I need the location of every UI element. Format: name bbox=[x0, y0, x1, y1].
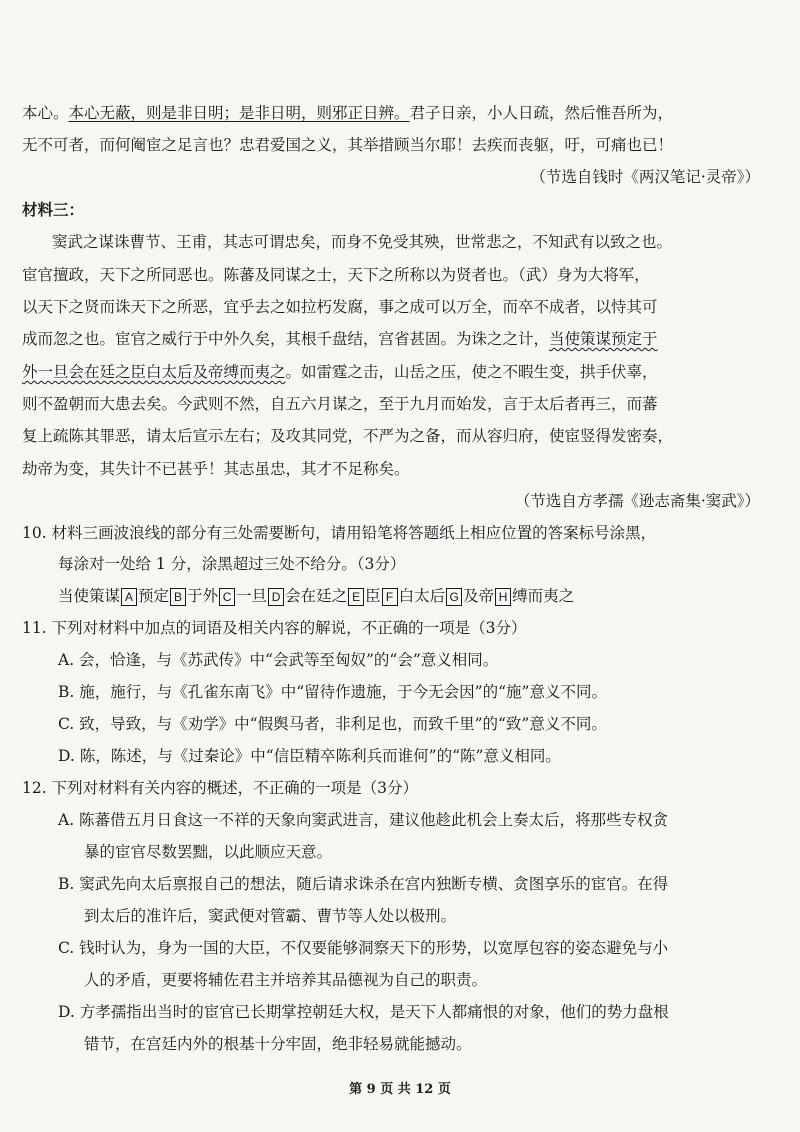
question-10-answer-row bbox=[58, 585, 758, 607]
passage2-text: 本心。 bbox=[22, 104, 69, 122]
passage3-line-1: 窦武之谋诛曹节、王甫，其志可谓忠矣，而身不免受其殃，世常悲之，不知武有以致之也。 bbox=[52, 233, 673, 251]
passage2-line-1 bbox=[22, 102, 782, 124]
answer-box-a[interactable]: A bbox=[121, 588, 137, 606]
page-number: 第 9 页 共 12 页 bbox=[349, 1082, 451, 1097]
question-11-option-b[interactable]: B. 施，施行，与《孔雀东南飞》中“留待作遗施，于今无会因”的“施”意义不同。 bbox=[58, 683, 607, 701]
segment-text: 会在廷之 bbox=[285, 587, 348, 605]
passage3-text: 。如雷霆之击，山岳之压，使之不暇生变，拱手伏辜， bbox=[285, 363, 658, 381]
passage3-line-7: 复上疏陈其罪恶，请太后宣示左右；及攻其同党，不严为之备，而从容归府，使宦竖得发密奏， bbox=[22, 427, 674, 445]
passage3-line-5 bbox=[22, 361, 782, 383]
question-12-option-d[interactable]: D. 方孝孺指出当时的宦官已长期掌控朝廷大权，是天下人都痛恨的对象，他们的势力盘根 bbox=[58, 1003, 669, 1021]
question-11-stem: 11. 下列对材料中加点的词语及相关内容的解说，不正确的一项是（3分） bbox=[22, 619, 527, 637]
question-12-option-a-cont: 暴的宦官尽数罢黜，以此顺应天意。 bbox=[84, 843, 333, 861]
passage2-source: （节选自钱时《两汉笔记·灵帝》） bbox=[530, 168, 760, 186]
question-12-option-b-cont: 到太后的准许后，窦武便对管霸、曹节等人处以极刑。 bbox=[84, 907, 457, 925]
passage2-text: 君子日亲，小人日疏，然后惟吾所为， bbox=[409, 104, 674, 122]
segment-text: 一旦 bbox=[236, 587, 268, 605]
wavy-underlined-text: 外一旦会在廷之臣白太后及帝缚而夷之 bbox=[22, 363, 286, 381]
segment-text: 于外 bbox=[187, 587, 219, 605]
answer-box-e[interactable]: E bbox=[348, 588, 364, 606]
question-12-stem: 12. 下列对材料有关内容的概述，不正确的一项是（3分） bbox=[22, 779, 418, 797]
segment-text: 当使策谋 bbox=[58, 587, 121, 605]
question-11-option-c[interactable]: C. 致，导致，与《劝学》中“假舆马者，非利足也，而致千里”的“致”意义不同。 bbox=[58, 715, 607, 733]
question-10-scoring: 每涂对一处给 1 分，涂黑超过三处不给分。（3分） bbox=[58, 555, 406, 573]
segment-text: 缚而夷之 bbox=[512, 587, 575, 605]
segment-text: 及帝 bbox=[463, 587, 495, 605]
answer-box-g[interactable]: G bbox=[446, 588, 462, 606]
passage3-text: 成而忽之也。宦官之威行于中外久矣，其根千盘结，宫省甚固。为诛之之计， bbox=[22, 330, 550, 348]
question-12-option-a[interactable]: A. 陈蕃借五月日食这一不祥的天象向窦武进言，建议他趁此机会上奏太后，将那些专权贪 bbox=[58, 811, 669, 829]
passage3-line-4 bbox=[22, 328, 782, 350]
segment-text: 臣 bbox=[365, 587, 381, 605]
question-10-stem: 10. 材料三画波浪线的部分有三处需要断句，请用铅笔将答题纸上相应位置的答案标号涂黑， bbox=[22, 524, 657, 542]
question-12-option-d-cont: 错节，在宫廷内外的根基十分牢固，绝非轻易就能撼动。 bbox=[84, 1035, 472, 1053]
question-12-option-b[interactable]: B. 窦武先向太后禀报自己的想法，随后请求诛杀在宫内独断专横、贪图享乐的宦官。在得 bbox=[58, 875, 669, 893]
answer-box-h[interactable]: H bbox=[495, 588, 511, 606]
segment-text: 预定 bbox=[138, 587, 170, 605]
question-11-option-a[interactable]: A. 会，恰逢，与《苏武传》中“会武等至匈奴”的“会”意义相同。 bbox=[58, 651, 499, 669]
wavy-underlined-text: 当使策谋预定于 bbox=[549, 330, 658, 348]
answer-box-c[interactable]: C bbox=[219, 588, 235, 606]
segment-text: 白太后 bbox=[398, 587, 446, 605]
question-12-option-c[interactable]: C. 钱时认为，身为一国的大臣，不仅要能够洞察天下的形势，以宽厚包容的姿态避免与小 bbox=[58, 939, 669, 957]
passage3-line-2: 宦官擅政，天下之所同恶也。陈蕃及同谋之士，天下之所称以为贤者也。（武）身为大将军， bbox=[22, 266, 650, 284]
passage2-line-2: 无不可者，而何阉宦之足言也？忠君爱国之义，其举措顾当尔耶！去疾而丧躯，吁，可痛也已！ bbox=[22, 136, 674, 154]
passage3-line-3: 以天下之贤而诛天下之所恶，宜乎去之如拉朽发腐，事之成可以万全，而卒不成者，以恃其可 bbox=[22, 298, 658, 316]
underlined-sentence: 本心无蔽，则是非日明；是非日明，则邪正日辨。 bbox=[68, 104, 410, 122]
answer-box-d[interactable]: D bbox=[268, 588, 284, 606]
answer-box-f[interactable]: F bbox=[382, 588, 398, 606]
question-12-option-c-cont: 人的矛盾，更要将辅佐君主并培养其品德视为自己的职责。 bbox=[84, 971, 488, 989]
question-11-option-d[interactable]: D. 陈，陈述，与《过秦论》中“信臣精卒陈利兵而谁何”的“陈”意义相同。 bbox=[58, 747, 561, 765]
answer-box-b[interactable]: B bbox=[170, 588, 186, 606]
passage3-line-8: 劫帝为变，其失计不已甚乎！其志虽忠，其才不足称矣。 bbox=[22, 460, 410, 478]
passage3-source: （节选自方孝孺《逊志斋集·窦武》） bbox=[514, 492, 760, 510]
passage3-line-6: 则不盈朝而大患去矣。今武则不然，自五六月谋之，至于九月而始发，言于太后者再三，而蕃 bbox=[22, 395, 658, 413]
passage3-heading: 材料三： bbox=[22, 200, 85, 219]
